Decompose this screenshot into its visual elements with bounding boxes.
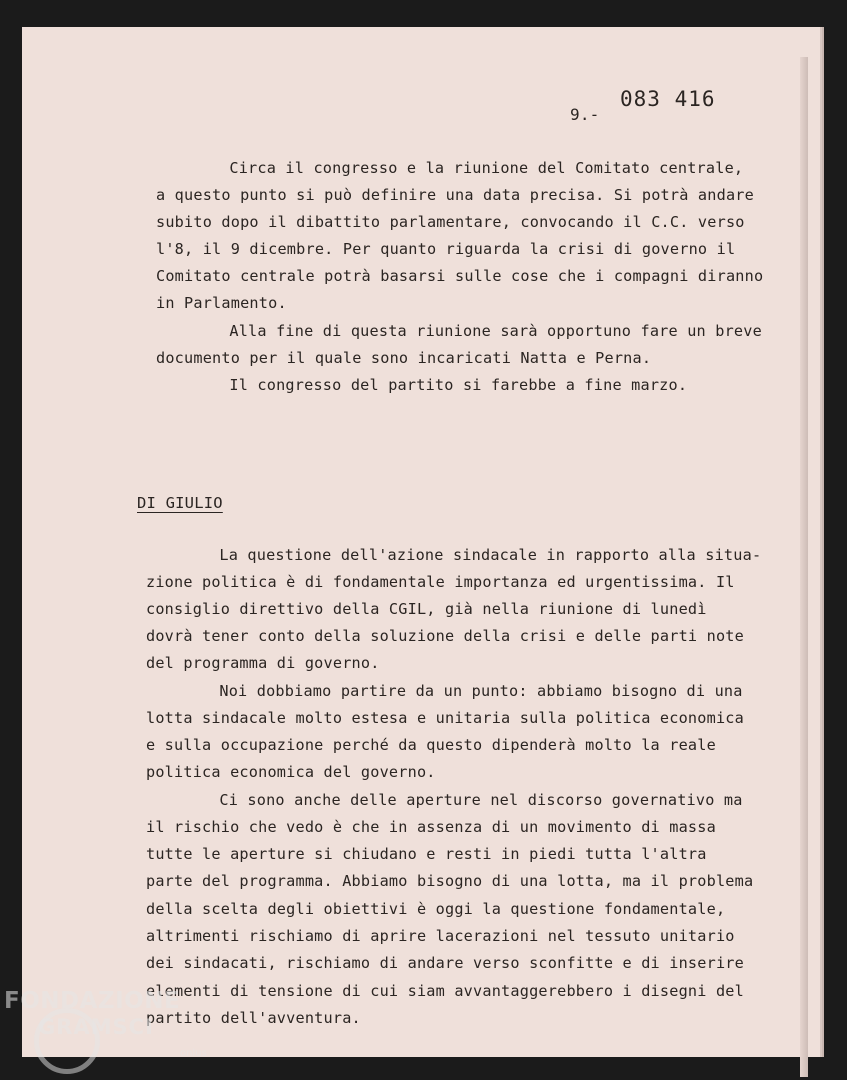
text-line: in Parlamento. (156, 294, 287, 312)
watermark-suffix: onlus (180, 1048, 207, 1059)
text-line: documento per il quale sono incaricati Natta e Perna. (156, 349, 652, 367)
page-number: 9.- (570, 105, 600, 124)
text-line: La questione dell'azione sindacale in rapporto alla situa- (182, 546, 762, 564)
text-line: Comitato centrale potrà basarsi sulle cose che i compagni diranno (156, 267, 764, 285)
page-edge (800, 57, 808, 1077)
section-heading: DI GIULIO (137, 494, 223, 512)
document-number: 083 416 (620, 87, 716, 111)
text-line: Noi dobbiamo partire da un punto: abbiamo bisogno di una (182, 682, 743, 700)
text-line: politica economica del governo. (146, 763, 436, 781)
text-line: Alla fine di questa riunione sarà opportuno fare un breve (192, 322, 762, 340)
text-line: l'8, il 9 dicembre. Per quanto riguarda la crisi di governo il (156, 240, 736, 258)
document-page (22, 27, 820, 1057)
text-line: partito dell'avventura. (146, 1009, 361, 1027)
text-line: subito dopo il dibattito parlamentare, convocando il C.C. verso (156, 213, 745, 231)
text-line: Il congresso del partito si farebbe a fine marzo. (192, 376, 688, 394)
text-line: elementi di tensione di cui siam avvantaggerebbero i disegni del (146, 982, 744, 1000)
text-line: Circa il congresso e la riunione del Comitato centrale, (192, 159, 744, 177)
watermark-line1: FONDAZIONE (4, 988, 181, 1014)
text-line: consiglio direttivo della CGIL, già nella riunione di lunedì (146, 600, 707, 618)
text-line: parte del programma. Abbiamo bisogno di una lotta, ma il problema (146, 872, 754, 890)
fondazione-gramsci-watermark (4, 988, 207, 1059)
text-line: il rischio che vedo è che in assenza di un movimento di massa (146, 818, 716, 836)
text-line: a questo punto si può definire una data precisa. Si potrà andare (156, 186, 754, 204)
text-line: tutte le aperture si chiudano e resti in piedi tutta l'altra (146, 845, 707, 863)
watermark-line2: GRAMSCI (38, 1015, 154, 1039)
text-line: lotta sindacale molto estesa e unitaria sulla politica economica (146, 709, 744, 727)
text-line: del programma di governo. (146, 654, 380, 672)
text-line: e sulla occupazione perché da questo dipenderà molto la reale (146, 736, 716, 754)
text-line: Ci sono anche delle aperture nel discorso governativo ma (182, 791, 743, 809)
text-line: dei sindacati, rischiamo di andare verso sconfitte e di inserire (146, 954, 744, 972)
text-line: della scelta degli obiettivi è oggi la questione fondamentale, (146, 900, 726, 918)
text-line: altrimenti rischiamo di aprire lacerazioni nel tessuto unitario (146, 927, 735, 945)
text-line: zione politica è di fondamentale importanza ed urgentissima. Il (146, 573, 735, 591)
text-line: dovrà tener conto della soluzione della crisi e delle parti note (146, 627, 744, 645)
